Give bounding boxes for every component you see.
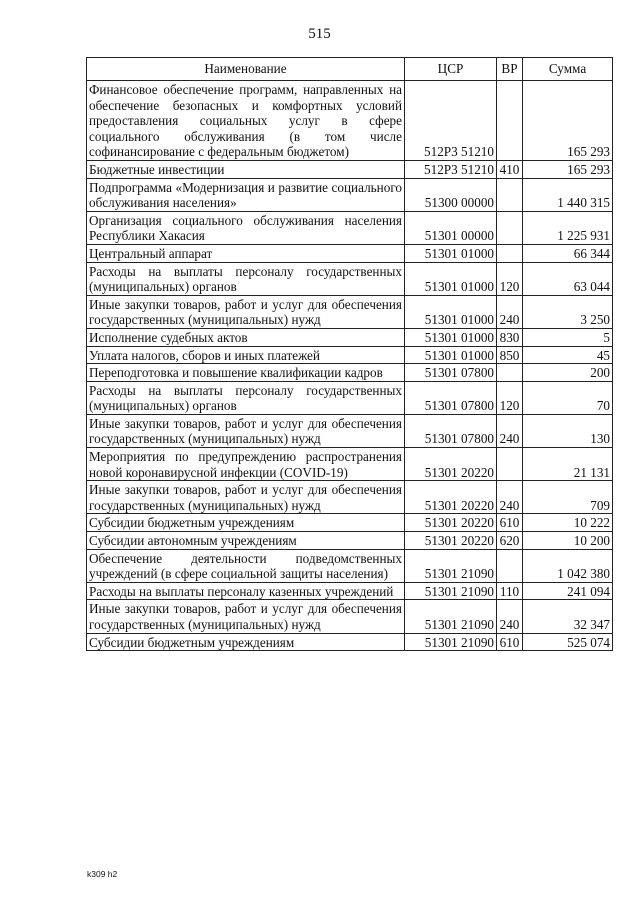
row-sum: 5 [523,328,613,346]
row-csr: 512Р3 51210 [405,81,497,161]
row-name: Переподготовка и повышение квалификации кадров [87,364,405,382]
row-vr: 240 [497,600,523,633]
table-row [87,600,613,633]
row-sum: 10 200 [523,532,613,550]
row-name: Иные закупки товаров, работ и услуг для обеспечения государственных (муниципальных) нужд [87,414,405,447]
header-name: Наименование [87,58,405,81]
row-vr: 610 [497,633,523,651]
row-name: Исполнение судебных актов [87,328,405,346]
table-row [87,178,613,211]
row-csr: 51301 20220 [405,448,497,481]
row-name: Расходы на выплаты персоналу государственных (муниципальных) органов [87,262,405,295]
row-sum: 70 [523,381,613,414]
row-sum: 165 293 [523,81,613,161]
row-name: Иные закупки товаров, работ и услуг для обеспечения государственных (муниципальных) нужд [87,600,405,633]
header-sum: Сумма [523,58,613,81]
row-sum: 3 250 [523,295,613,328]
row-vr [497,549,523,582]
row-name: Иные закупки товаров, работ и услуг для обеспечения государственных (муниципальных) нужд [87,481,405,514]
table-row [87,211,613,244]
row-vr: 410 [497,160,523,178]
row-name: Субсидии автономным учреждениям [87,532,405,550]
row-csr: 51301 07800 [405,414,497,447]
table-header-row [87,58,613,81]
row-vr [497,211,523,244]
row-sum: 1 042 380 [523,549,613,582]
row-vr [497,178,523,211]
row-sum: 1 440 315 [523,178,613,211]
table-row [87,582,613,600]
table-row [87,262,613,295]
row-csr: 512Р3 51210 [405,160,497,178]
header-vr: ВР [497,58,523,81]
row-sum: 10 222 [523,514,613,532]
row-name: Подпрограмма «Модернизация и развитие социального обслуживания населения» [87,178,405,211]
budget-table [86,57,613,651]
row-vr: 620 [497,532,523,550]
row-vr [497,244,523,262]
row-csr: 51301 01000 [405,262,497,295]
table-body [87,81,613,651]
row-sum: 241 094 [523,582,613,600]
row-csr: 51301 00000 [405,211,497,244]
row-csr: 51300 00000 [405,178,497,211]
row-csr: 51301 21090 [405,600,497,633]
row-name: Уплата налогов, сборов и иных платежей [87,346,405,364]
row-vr: 120 [497,262,523,295]
row-csr: 51301 20220 [405,481,497,514]
table-row [87,328,613,346]
row-name: Обеспечение деятельности подведомственных учреждений (в сфере социальной защиты населения) [87,549,405,582]
row-vr: 110 [497,582,523,600]
table-row [87,244,613,262]
row-vr: 830 [497,328,523,346]
footer-code: k309 h2 [87,869,118,879]
row-sum: 63 044 [523,262,613,295]
row-csr: 51301 21090 [405,633,497,651]
row-name: Организация социального обслуживания населения Республики Хакасия [87,211,405,244]
table-row [87,633,613,651]
table-row [87,364,613,382]
page-number: 515 [308,26,331,42]
row-vr [497,448,523,481]
row-name: Иные закупки товаров, работ и услуг для обеспечения государственных (муниципальных) нужд [87,295,405,328]
table-row [87,295,613,328]
row-vr: 240 [497,295,523,328]
row-csr: 51301 21090 [405,549,497,582]
row-name: Финансовое обеспечение программ, направленных на обеспечение безопасных и комфортных условий предоставления социальных услуг в сфере социального обслуживания (в том числе софинансирование с федеральным бюджетом) [87,81,405,161]
row-name: Субсидии бюджетным учреждениям [87,633,405,651]
row-sum: 709 [523,481,613,514]
table-row [87,532,613,550]
row-csr: 51301 01000 [405,346,497,364]
row-name: Бюджетные инвестиции [87,160,405,178]
row-csr: 51301 20220 [405,532,497,550]
row-vr [497,81,523,161]
row-name: Расходы на выплаты персоналу казенных учреждений [87,582,405,600]
row-sum: 21 131 [523,448,613,481]
row-sum: 165 293 [523,160,613,178]
row-vr: 240 [497,481,523,514]
row-sum: 32 347 [523,600,613,633]
table-row [87,160,613,178]
row-sum: 200 [523,364,613,382]
table-row [87,414,613,447]
row-sum: 66 344 [523,244,613,262]
row-vr: 240 [497,414,523,447]
table-row [87,514,613,532]
row-name: Расходы на выплаты персоналу государственных (муниципальных) органов [87,381,405,414]
row-vr [497,364,523,382]
row-csr: 51301 01000 [405,295,497,328]
row-csr: 51301 21090 [405,582,497,600]
header-csr: ЦСР [405,58,497,81]
table-row [87,81,613,161]
row-sum: 45 [523,346,613,364]
row-vr: 120 [497,381,523,414]
table-row [87,381,613,414]
row-name: Мероприятия по предупреждению распространения новой коронавирусной инфекции (COVID-19) [87,448,405,481]
row-name: Центральный аппарат [87,244,405,262]
table-row [87,481,613,514]
row-csr: 51301 20220 [405,514,497,532]
row-csr: 51301 01000 [405,244,497,262]
row-name: Субсидии бюджетным учреждениям [87,514,405,532]
table-row [87,346,613,364]
row-vr: 610 [497,514,523,532]
row-sum: 525 074 [523,633,613,651]
row-csr: 51301 01000 [405,328,497,346]
row-csr: 51301 07800 [405,364,497,382]
table-row [87,448,613,481]
row-vr: 850 [497,346,523,364]
row-sum: 130 [523,414,613,447]
table-row [87,549,613,582]
row-sum: 1 225 931 [523,211,613,244]
row-csr: 51301 07800 [405,381,497,414]
